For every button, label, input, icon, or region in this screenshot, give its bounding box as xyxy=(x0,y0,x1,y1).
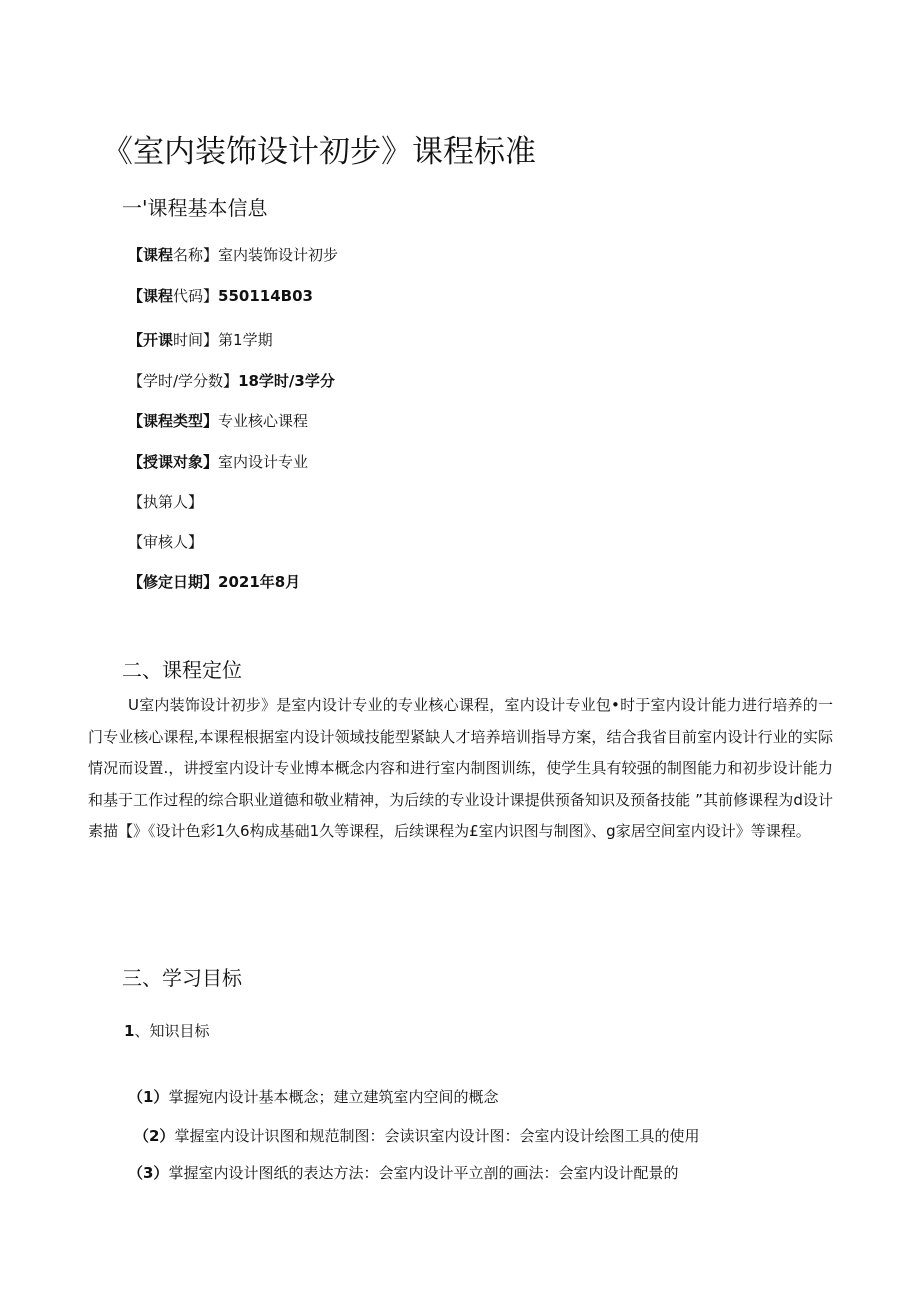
info-key: 时间】 xyxy=(173,331,219,349)
info-value: 2021年8月 xyxy=(218,573,301,591)
subheading-number: 1 xyxy=(124,1022,135,1040)
info-key-bold: 【课程 xyxy=(128,287,174,305)
section1-heading: 一'课程基本信息 xyxy=(122,196,268,220)
knowledge-goal-item xyxy=(134,1125,699,1146)
info-value: 室内装饰设计初步 xyxy=(218,246,339,264)
info-key: 代码】 xyxy=(173,287,219,305)
section2-heading: 二、课程定位 xyxy=(122,658,242,682)
info-row xyxy=(128,451,308,472)
info-key-bold: 【修定日期】 xyxy=(128,573,219,591)
info-key: 【执第人】 xyxy=(128,493,204,511)
knowledge-goal-subheading xyxy=(124,1020,209,1041)
info-value: 室内设计专业 xyxy=(218,453,309,471)
goal-text: 掌握室内设计图纸的表达方法：会室内设计平立剖的画法：会室内设计配景的 xyxy=(168,1164,679,1182)
goal-number: （3） xyxy=(128,1164,169,1182)
document-title: 《室内装饰设计初步》课程标准 xyxy=(102,134,536,170)
goal-number: （2） xyxy=(134,1127,175,1145)
info-row xyxy=(128,244,338,265)
info-row xyxy=(128,531,203,552)
goal-text: 掌握室内设计识图和规范制图：会读识室内设计图：会室内设计绘图工具的使用 xyxy=(174,1127,700,1145)
info-row xyxy=(128,329,273,350)
info-row xyxy=(128,410,308,431)
info-value: 550114B03 xyxy=(218,287,313,305)
section3-heading: 三、学习目标 xyxy=(122,966,242,990)
info-key-bold: 【课程 xyxy=(128,246,174,264)
info-value: 18学时/3学分 xyxy=(238,372,335,390)
goal-text: 掌握宛内设计基本概念；建立建筑室内空间的概念 xyxy=(168,1088,499,1106)
info-key: 名称】 xyxy=(173,246,219,264)
knowledge-goal-item xyxy=(128,1086,498,1107)
info-row xyxy=(128,285,313,306)
info-key-bold: 【课程类型】 xyxy=(128,412,219,430)
info-value: 第1学期 xyxy=(218,331,273,349)
knowledge-goal-item xyxy=(128,1162,678,1183)
goal-number: （1） xyxy=(128,1088,169,1106)
info-row xyxy=(128,370,335,391)
info-value: 专业核心课程 xyxy=(218,412,309,430)
info-row xyxy=(128,571,300,592)
info-row xyxy=(128,491,203,512)
info-key-bold: 【开课 xyxy=(128,331,174,349)
info-key: 【学时/学分数】 xyxy=(128,372,239,390)
info-key: 【审核人】 xyxy=(128,533,204,551)
subheading-text: 、知识目标 xyxy=(134,1022,210,1040)
info-key-bold: 【授课对象】 xyxy=(128,453,219,471)
positioning-paragraph: U室内装饰设计初步》是室内设计专业的专业核心课程，室内设计专业包•时于室内设计能力进行培养的一门专业核心课程,本课程根据室内设计领域技能型紧缺人才培养培训指导方案，结合我省目前室内设计行业的实际情况而设置.，讲授室内设计专业博本概念内容和进行室内制图训练，使学生具有较强的制图能力和初步设计能力和基于工作过程的综合职业道德和敬业精神，为后续的专业设计课提供预备知识及预备技能 ”其前修课程为d设计素描【》《设计色彩1久6构成基础1久等课程，后续课程为£室内识图与制图》、g家居空间室内设计》等课程。 xyxy=(88,696,833,840)
